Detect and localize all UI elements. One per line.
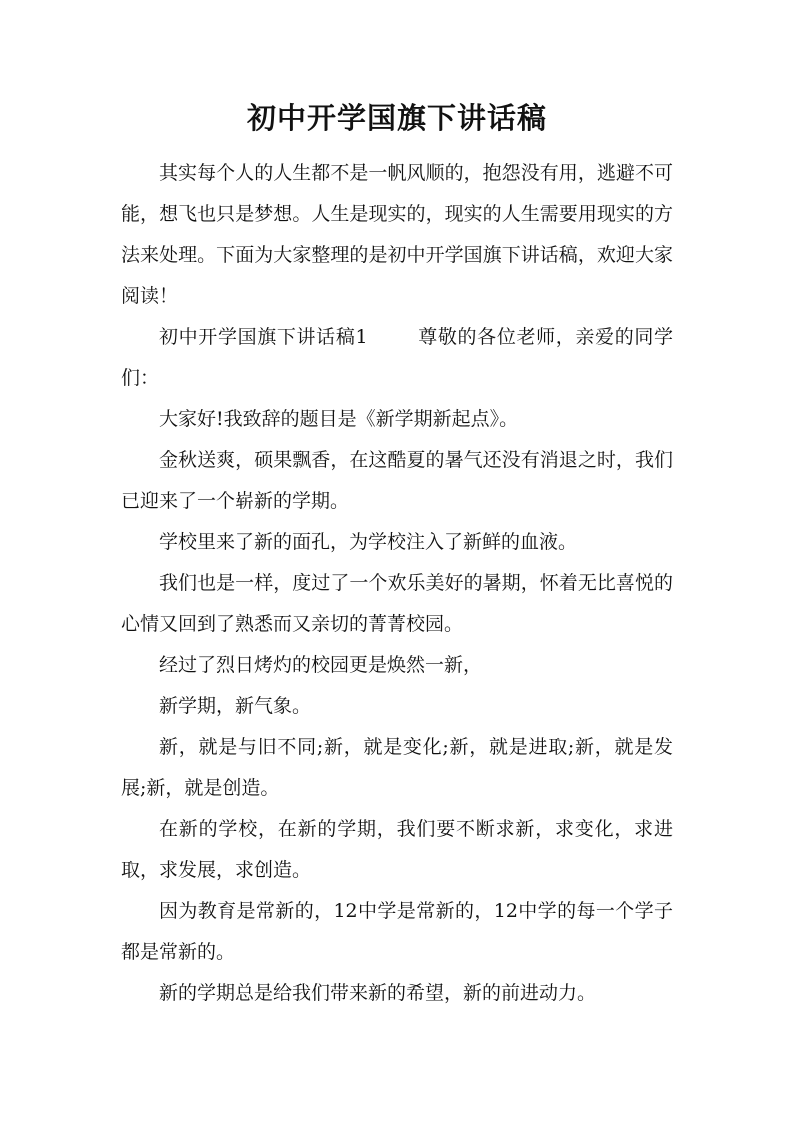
- paragraph-autumn: 金秋送爽，硕果飘香，在这酷夏的暑气还没有消退之时，我们已迎来了一个崭新的学期。: [121, 449, 673, 512]
- paragraph-intro: 其实每个人的人生都不是一帆风顺的，抱怨没有用，逃避不可能，想飞也只是梦想。人生是现实的，现实的人生需要用现实的方法来处理。下面为大家整理的是初中开学国旗下讲话稿，欢迎大家阅读！: [121, 162, 673, 307]
- document-body: [121, 153, 673, 1014]
- paragraph-new-semester: 新学期，新气象。: [159, 695, 312, 717]
- paragraph-campus: 经过了烈日烤灼的校园更是焕然一新，: [159, 654, 483, 676]
- paragraph-summer: 我们也是一样，度过了一个欢乐美好的暑期，怀着无比喜悦的心情又回到了熟悉而又亲切的菁菁校园。: [121, 572, 673, 635]
- section-heading: 初中开学国旗下讲话稿1: [159, 326, 368, 348]
- paragraph-meaning-of-new: 新，就是与旧不同;新，就是变化;新，就是进取;新，就是发展;新，就是创造。: [121, 736, 673, 799]
- paragraph-greeting: 大家好!我致辞的题目是《新学期新起点》。: [159, 408, 519, 430]
- paragraph-heading-salutation: [121, 317, 673, 399]
- paragraph-new-faces: 学校里来了新的面孔，为学校注入了新鲜的血液。: [159, 531, 578, 553]
- document-title: 初中开学国旗下讲话稿: [246, 101, 547, 135]
- paragraph-hope: 新的学期总是给我们带来新的希望，新的前进动力。: [159, 982, 597, 1004]
- paragraph-seek-new: 在新的学校，在新的学期，我们要不断求新，求变化，求进取，求发展，求创造。: [121, 818, 673, 881]
- salutation: 尊敬的各位老师，亲爱的同学们：: [121, 326, 673, 389]
- paragraph-education: 因为教育是常新的，12中学是常新的，12中学的每一个学子都是常新的。: [121, 900, 673, 963]
